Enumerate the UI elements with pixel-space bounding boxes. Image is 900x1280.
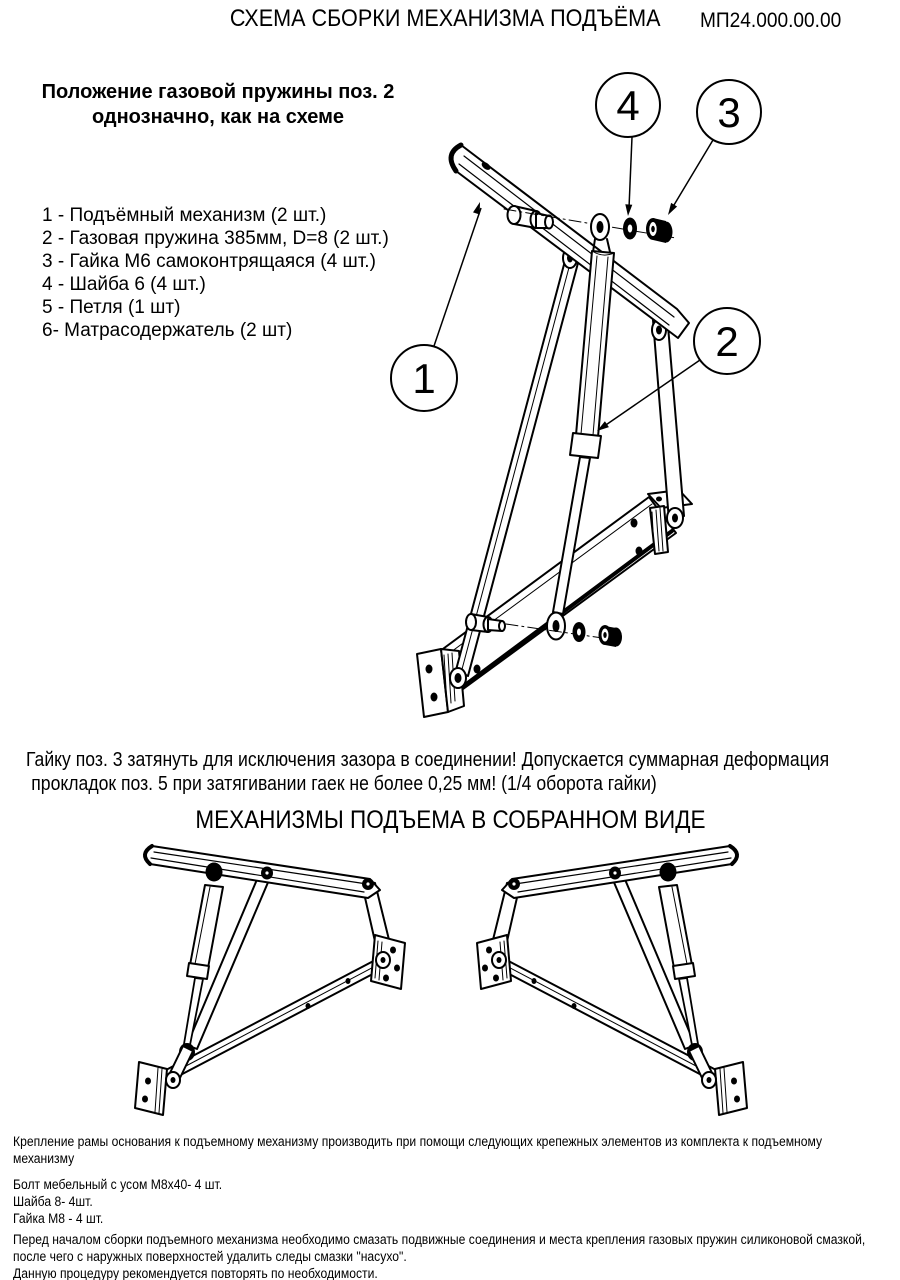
- callout-1-number: 1: [412, 355, 436, 402]
- parts-list-item: 6- Матрасодержатель (2 шт): [42, 320, 293, 341]
- mounting-note-line1: Крепление рамы основания к подъемному механизму производить при помощи следующих крепежных элементов из комплекта к подъемному: [13, 1134, 823, 1149]
- callout-2-number: 2: [715, 318, 739, 365]
- assembled-mechanism-left: [135, 846, 405, 1115]
- parts-list-item: 5 - Петля (1 шт): [42, 297, 181, 318]
- section-header: [0, 806, 900, 835]
- callout-1: [391, 202, 481, 411]
- parts-list-item: 3 - Гайка М6 самоконтрящаяся (4 шт.): [42, 251, 376, 272]
- doc-number: МП24.000.00.00: [700, 9, 842, 32]
- fastener-item: Болт мебельный с усом М8х40- 4 шт.: [13, 1177, 223, 1192]
- tightening-note-line1: Гайку поз. 3 затянуть для исключения зазора в соединении! Допускается суммарная деформация: [26, 749, 830, 771]
- callout-4: [596, 73, 660, 216]
- callout-3-number: 3: [717, 89, 741, 136]
- gas-spring-position-note: [22, 80, 414, 130]
- parts-list-item: 4 - Шайба 6 (4 шт.): [42, 274, 206, 295]
- callout-3: [668, 80, 761, 215]
- lubrication-note-line2: после чего с наружных поверхностей удалить следы смазки "насухо".: [13, 1249, 407, 1264]
- lubrication-note-line1: Перед началом сборки подъемного механизма необходимо смазать подвижные соединения и места крепления газовых пружин силиконовой смазкой,: [13, 1232, 866, 1247]
- tightening-note: [26, 748, 829, 796]
- parts-list: [42, 204, 389, 342]
- callout-4-number: 4: [616, 82, 640, 129]
- footer-notes: [13, 1133, 865, 1280]
- fastener-item: Шайба 8- 4шт.: [13, 1194, 93, 1209]
- assembled-mechanism-right: [477, 846, 747, 1115]
- fastener-item: Гайка М8 - 4 шт.: [13, 1211, 104, 1226]
- parts-list-item: 1 - Подъёмный механизм (2 шт.): [42, 205, 327, 226]
- spacer: [13, 1167, 865, 1176]
- page-title: СХЕМА СБОРКИ МЕХАНИЗМА ПОДЪЁМА: [229, 5, 661, 32]
- tightening-note-line2: прокладок поз. 5 при затягивании гаек не более 0,25 мм! (1/4 оборота гайки): [31, 773, 657, 795]
- exploded-assembly-drawing: [417, 145, 692, 717]
- gas-spring-note-line1: Положение газовой пружины поз. 2: [41, 81, 395, 103]
- repeat-procedure-note: Данную процедуру рекомендуется повторять по необходимости.: [13, 1266, 378, 1280]
- parts-list-item: 2 - Газовая пружина 385мм, D=8 (2 шт.): [42, 228, 389, 249]
- section-title: МЕХАНИЗМЫ ПОДЪЕМА В СОБРАННОМ ВИДЕ: [194, 806, 706, 834]
- gas-spring-note-line2: однозначно, как на схеме: [91, 106, 345, 128]
- mounting-note-line2: механизму: [13, 1151, 75, 1166]
